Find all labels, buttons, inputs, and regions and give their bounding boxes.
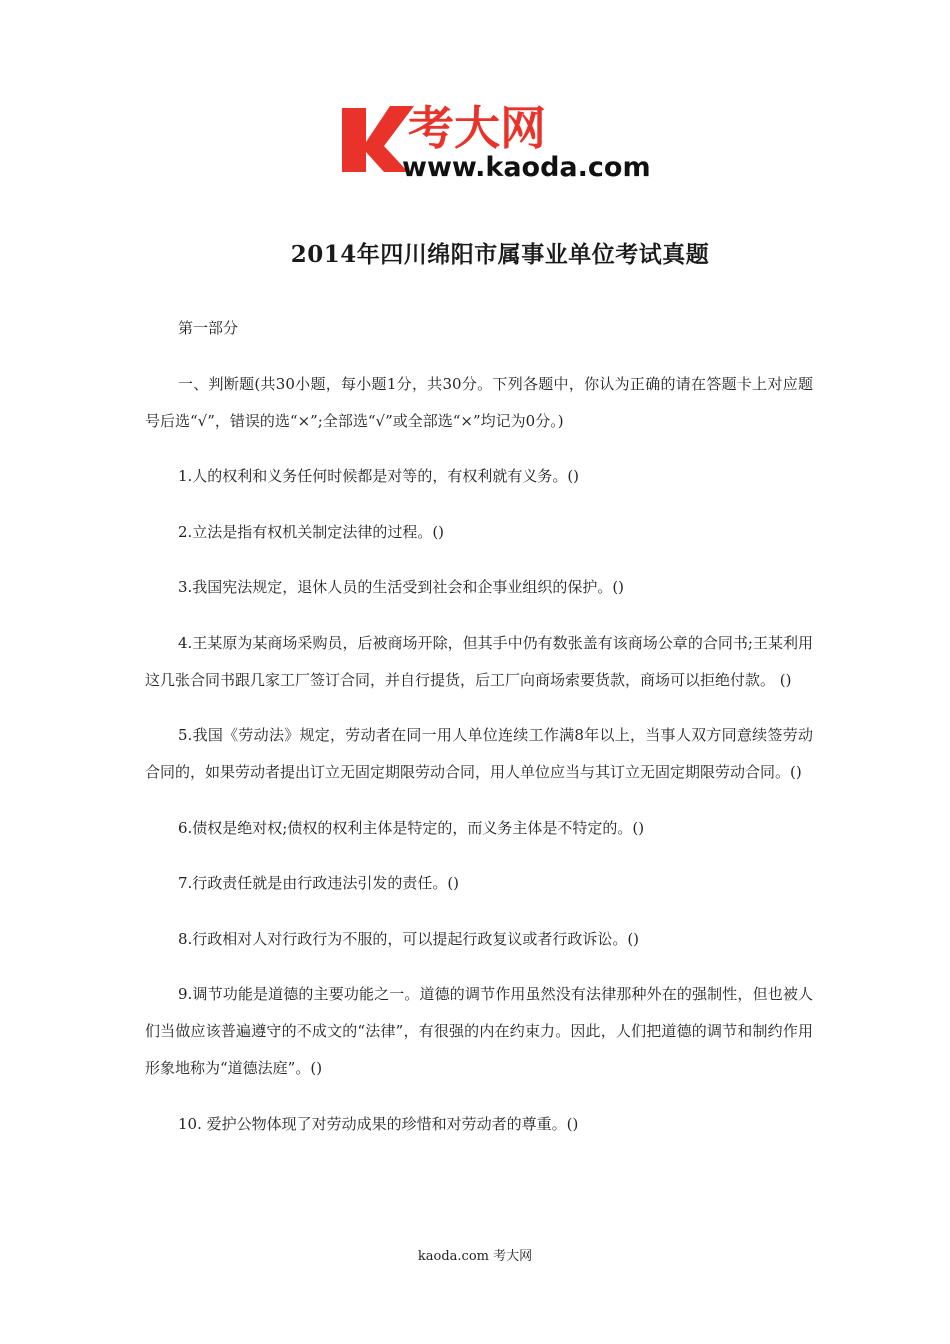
question-2: 2.立法是指有权机关制定法律的过程。() [178, 522, 445, 541]
question-9: 9.调节功能是道德的主要功能之一。道德的调节作用虽然没有法律那种外在的强制性，但也被人们当做应该普遍遵守的不成文的“法律”，有很强的内在约束力。因此，人们把道德的调节和制约作用形象地称为“道德法庭”。() [145, 985, 813, 1077]
document-body [145, 310, 813, 1161]
question-6: 6.债权是绝对权;债权的权利主体是特定的，而义务主体是不特定的。() [178, 818, 645, 837]
question-8: 8.行政相对人对行政行为不服的，可以提起行政复议或者行政诉讼。() [178, 929, 640, 948]
logo-name: 考大网 [408, 101, 546, 155]
question-3: 3.我国宪法规定，退休人员的生活受到社会和企事业组织的保护。() [178, 578, 625, 596]
page-title: 2014年四川绵阳市属事业单位考试真题 [290, 241, 710, 268]
question-1: 1.人的权利和义务任何时候都是对等的，有权利就有义务。() [178, 467, 580, 485]
question-4: 4.王某原为某商场采购员，后被商场开除，但其手中仍有数张盖有该商场公章的合同书;王某利用这几张合同书跟几家工厂签订合同，并自行提货，后工厂向商场索要货款，商场可以拒绝付款。 () [145, 633, 813, 689]
question-5: 5.我国《劳动法》规定，劳动者在同一用人单位连续工作满8年以上，当事人双方同意续签劳动合同的，如果劳动者提出订立无固定期限劳动合同，用人单位应当与其订立无固定期限劳动合同。() [145, 726, 813, 781]
question-7: 7.行政责任就是由行政违法引发的责任。() [178, 874, 460, 892]
question-10: 10. 爱护公物体现了对劳动成果的珍惜和对劳动者的尊重。() [178, 1114, 579, 1133]
kaoda-logo[interactable] [338, 92, 668, 184]
section-heading: 第一部分 [178, 319, 239, 337]
kaoda-logo-graphic [338, 92, 668, 184]
instructions-paragraph: 一、判断题(共30小题，每小题1分，共30分。下列各题中，你认为正确的请在答题卡上对应题号后选“√”，错误的选“×”;全部选“√”或全部选“×”均记为0分。) [145, 374, 813, 430]
page-footer: kaoda.com 考大网 [417, 1249, 533, 1264]
logo-url: www.kaoda.com [402, 152, 651, 183]
